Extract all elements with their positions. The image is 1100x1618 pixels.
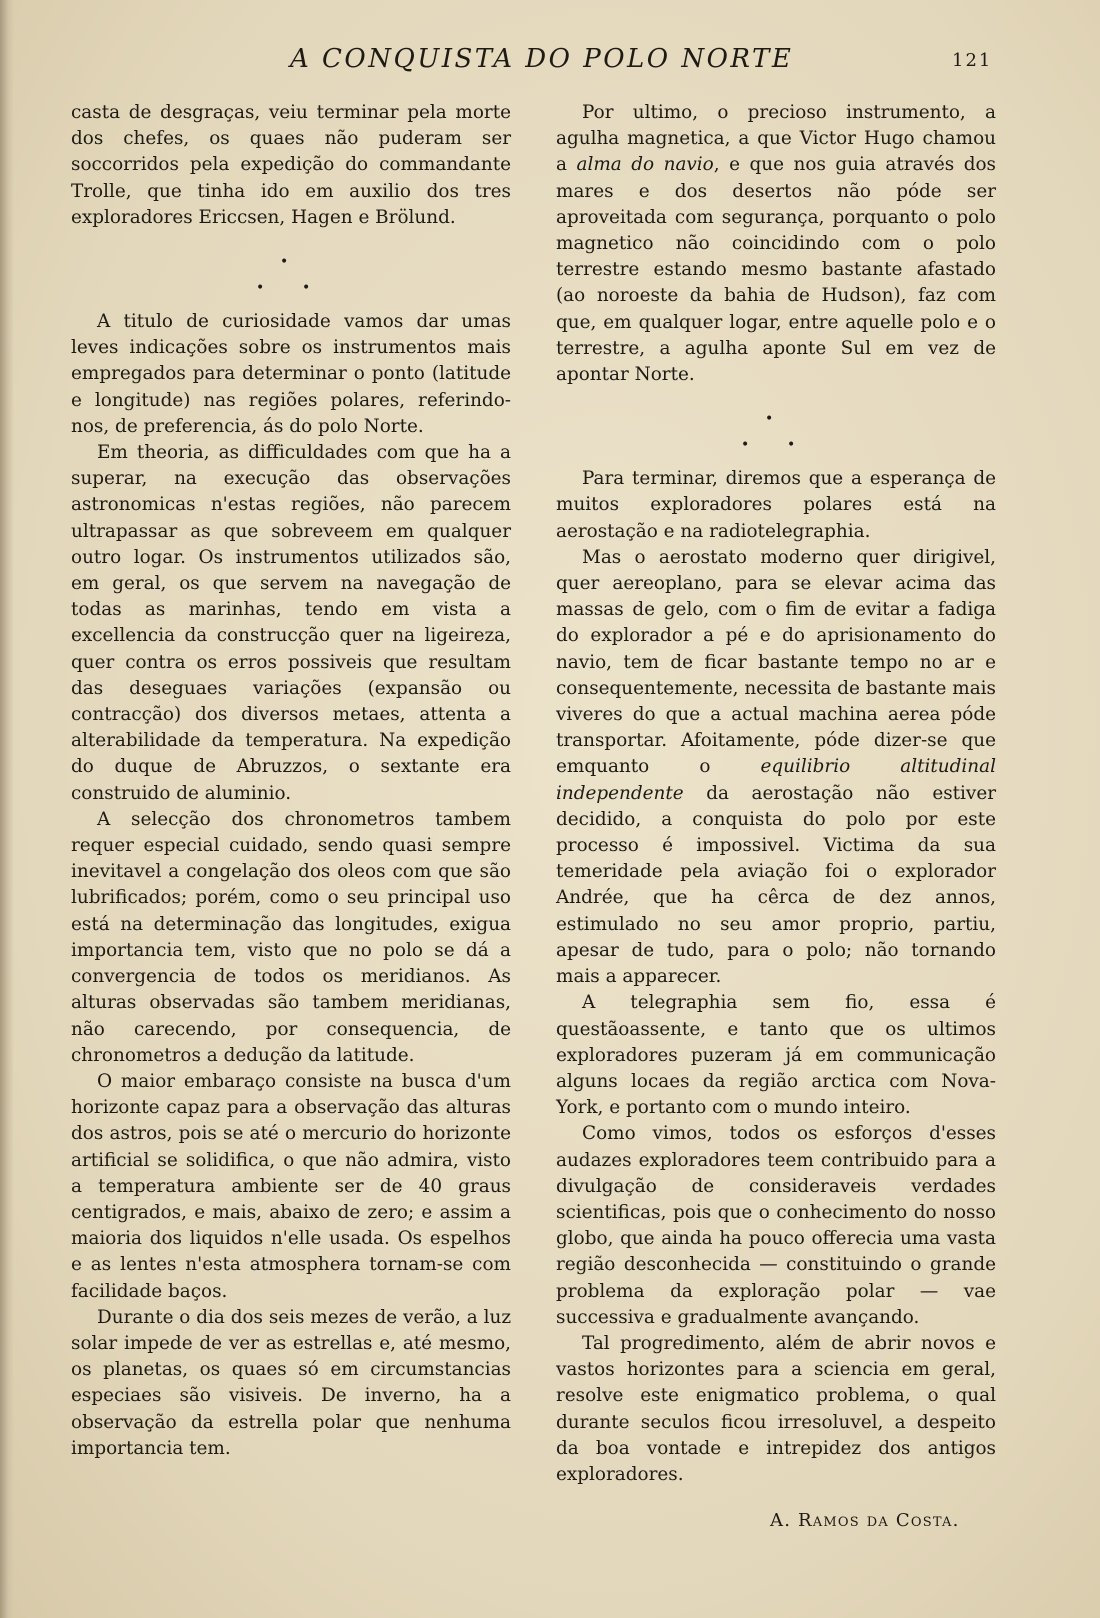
page-number: 121	[952, 50, 993, 71]
italic-phrase: alma do navio	[576, 154, 714, 176]
asterism-divider: • • •	[256, 254, 311, 297]
right-column	[556, 100, 996, 1488]
paragraph: A titulo de curiosidade vamos dar umas leves indicações sobre os instrumentos mais empregados para determinar o ponto (latitude e longitude) nas regiões polares, referindo-nos, de preferencia, ás do polo Norte.	[71, 311, 511, 437]
paragraph: O maior embaraço consiste na busca d'um horizonte capaz para a observação das alturas dos astros, pois se até o mercurio do horizonte artificial se solidifica, o que não admira, visto a temperatura ambiente ser de 40 graus centigrados, e mais, abaixo de zero; e assim a maioria dos liquidos n'elle usada. Os espelhos e as lentes n'esta atmosphera tornam-se com facilidade baços.	[71, 1070, 511, 1302]
paragraph: casta de desgraças, veiu terminar pela morte dos chefes, os quaes não puderam ser soccorridos pela expedição do commandante Trolle, que tinha ido em auxilio dos tres exploradores Ericcsen, Hagen e Brölund.	[71, 102, 511, 228]
author-signature: A. Ramos da Costa.	[770, 1510, 960, 1531]
paragraph: Mas o aerostato moderno quer dirigivel, quer aereoplano, para se elevar acima das massas de gelo, com o fim de evitar a fadiga do explorador a pé e do aprisionamento do navio, tem de ficar bastante tempo no ar e consequentemente, necessita de bastante mais viveres do que a actual machina aerea póde transportar. Afoitamente, póde dizer-se que emquanto o equilibrio altitudinal independente da aerostação não estiver decidido, a conquista do polo por este processo é impossivel. Victima da sua temeridade pela aviação foi o explorador Andrée, que ha cêrca de dez annos, estimulado no seu amor proprio, partiu, apesar de tudo, para o polo; não tornando mais a apparecer.	[556, 546, 996, 988]
left-column	[71, 100, 511, 1462]
page-gutter-shadow	[0, 0, 14, 1618]
paragraph: Por ultimo, o precioso instrumento, a agulha magnetica, a que Victor Hugo chamou a alma do navio, e que nos guia através dos mares e dos desertos não póde ser aproveitada com segurança, porquanto o polo magnetico não coincidindo com o polo terrestre estando mesmo bastante afastado (ao noroeste da bahia de Hudson), faz com que, em qualquer logar, entre aquelle polo e o terrestre, a agulha aponte Sul em vez de apontar Norte.	[556, 102, 996, 386]
italic-phrase: equilibrio altitudinal independente	[556, 756, 996, 804]
paragraph: A telegraphia sem fio, essa é questãoassente, e tanto que os ultimos exploradores puzeram já em communicação alguns locaes da região arctica com Nova-York, e portanto com o mundo inteiro.	[556, 992, 996, 1119]
asterism-divider: • • •	[741, 411, 796, 454]
paragraph: Em theoria, as difficuldades com que ha a superar, na execução das observações astronomicas n'estas regiões, não parecem ultrapassar as que sobreveem em qualquer outro logar. Os instrumentos utilizados são, em geral, os que servem na navegação de todas as marinhas, tendo em vista a excellencia da construcção quer na ligeireza, quer contra os erros possiveis que resultam das deseguaes variações (expansão ou contracção) dos diversos metaes, attenta a alterabilidade da temperatura. Na expedição do duque de Abruzzos, o sextante era construido de aluminio.	[71, 442, 511, 804]
paragraph: Como vimos, todos os esforços d'esses audazes exploradores teem contribuido para a divulgação de consideraveis verdades scientificas, pois que o conhecimento do nosso globo, que ainda ha pouco offerecia uma vasta região desconhecida — constituindo o grande problema da exploração polar — vae successiva e gradualmente avançando.	[556, 1123, 996, 1328]
paragraph: Tal progredimento, além de abrir novos e vastos horizontes para a sciencia em geral, resolve este enigmatico problema, o qual durante seculos ficou irresoluvel, a despeito da boa vontade e intrepidez dos antigos exploradores.	[556, 1332, 996, 1485]
paragraph: Para terminar, diremos que a esperança de muitos exploradores polares está na aerostação e na radiotelegraphia.	[556, 468, 996, 542]
paragraph: Durante o dia dos seis mezes de verão, a luz solar impede de ver as estrellas e, até mesmo, os planetas, os quaes só em circumstancias especiaes são visiveis. De inverno, ha a observação da estrella polar que nenhuma importancia tem.	[71, 1306, 512, 1459]
paragraph: A selecção dos chronometros tambem requer especial cuidado, sendo quasi sempre inevitavel a congelação dos oleos com que são lubrificados; porém, como o seu principal uso está na determinação das longitudes, exigua importancia tem, visto que no polo se dá a convergencia de todos os meridianos. As alturas observadas são tambem meridianas, não carecendo, por consequencia, de chronometros a dedução da latitude.	[71, 808, 511, 1066]
running-title: A CONQUISTA DO POLO NORTE	[290, 44, 794, 74]
